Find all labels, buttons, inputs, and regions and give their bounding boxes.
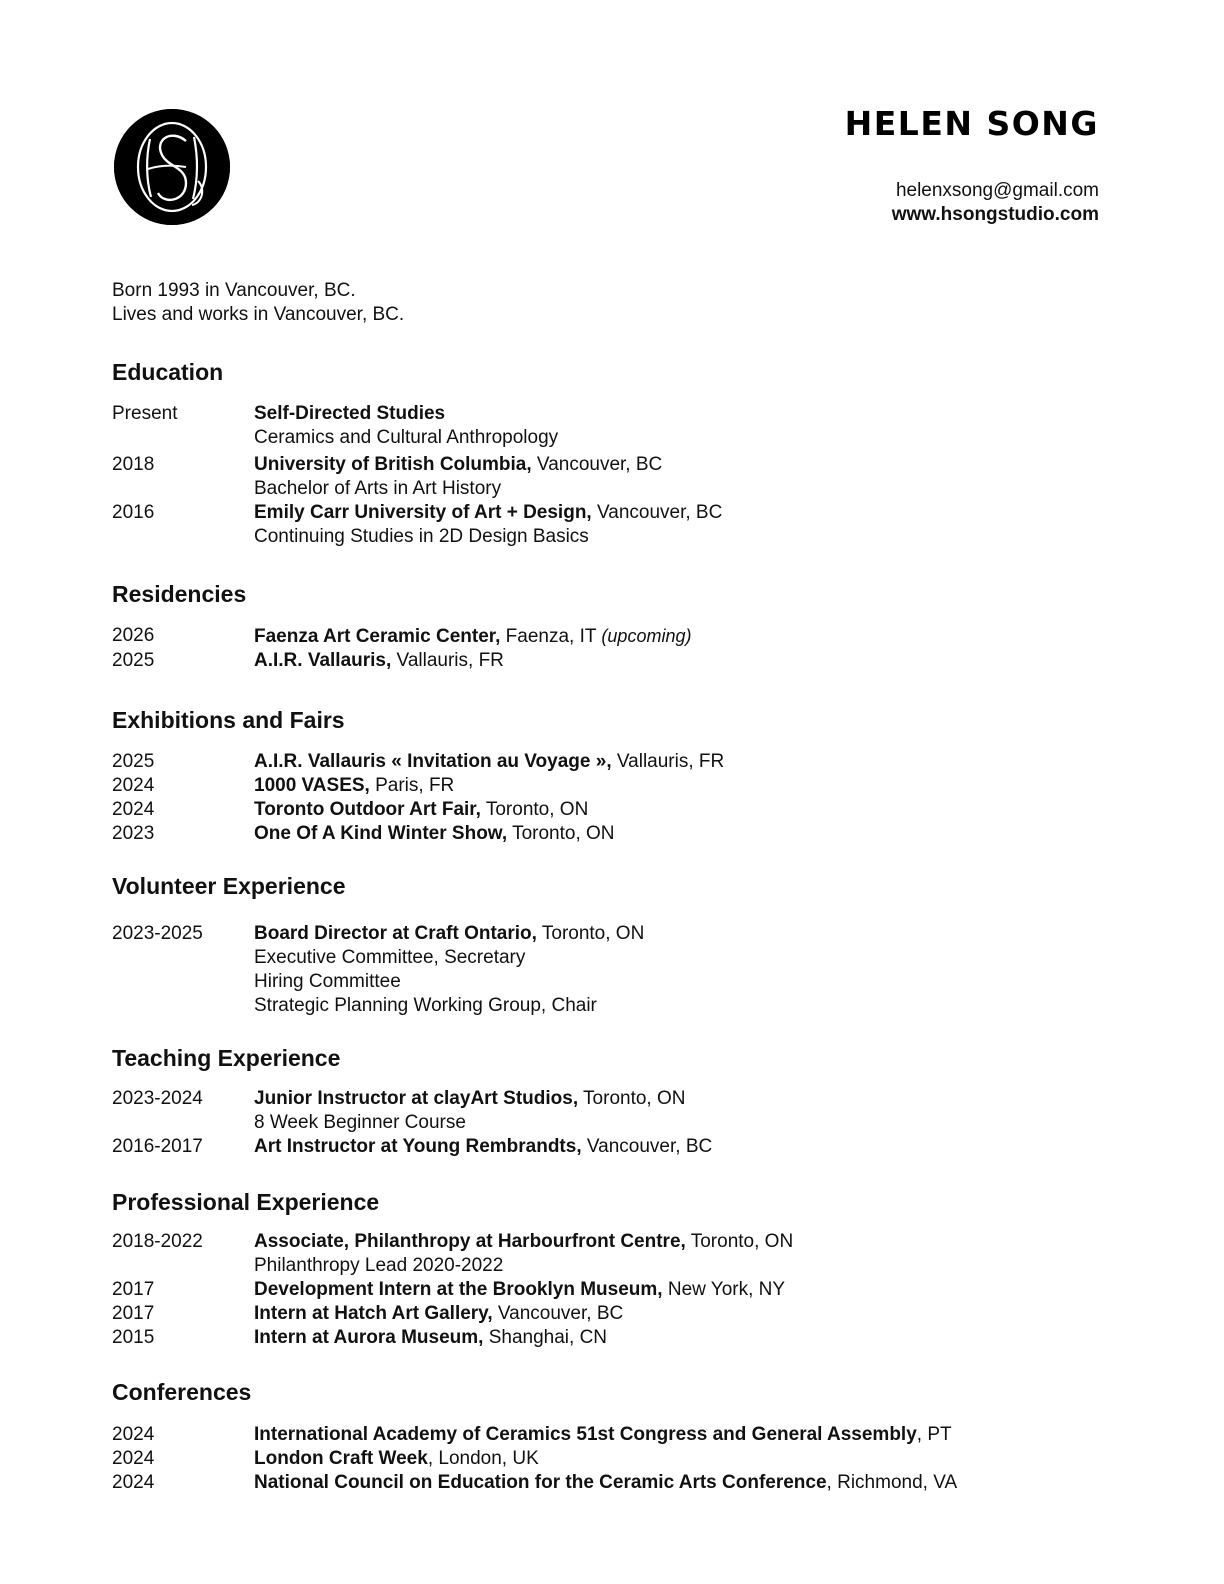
list-item: [112, 1230, 1112, 1278]
entry-year: 2016: [112, 502, 155, 523]
entry-year: 2026: [112, 625, 155, 646]
entry-detail: Vallauris, FR: [391, 650, 504, 671]
list-item: [112, 822, 1112, 846]
list-item: [112, 1471, 1112, 1495]
list-item: [112, 649, 1112, 673]
entry-year: 2023-2025: [112, 923, 203, 944]
list-item: [112, 750, 1112, 774]
entry-title: A.I.R. Vallauris « Invitation au Voyage »,: [254, 751, 612, 772]
entry-year: 2025: [112, 751, 155, 772]
entry-sub: Philanthropy Lead 2020-2022: [254, 1255, 504, 1276]
entry-title: Associate, Philanthropy at Harbourfront Centre,: [254, 1231, 686, 1252]
list-item: [112, 624, 1112, 649]
list-item: [112, 1087, 1112, 1135]
list-item: [112, 798, 1112, 822]
entry-sub: Executive Committee, Secretary: [254, 947, 526, 968]
list-item: [112, 1135, 1112, 1159]
entry-title: International Academy of Ceramics 51st Congress and General Assembly: [254, 1424, 917, 1445]
entry-title: Board Director at Craft Ontario,: [254, 923, 537, 944]
entry-title: Development Intern at the Brooklyn Museum,: [254, 1279, 663, 1300]
entry-sub: 8 Week Beginner Course: [254, 1112, 466, 1133]
entry-title: Toronto Outdoor Art Fair,: [254, 799, 481, 820]
bio-born: Born 1993 in Vancouver, BC.: [112, 280, 356, 301]
entry-title: Emily Carr University of Art + Design,: [254, 502, 592, 523]
entry-year: 2016-2017: [112, 1136, 203, 1157]
entry-year: 2024: [112, 1472, 155, 1493]
entry-title: National Council on Education for the Ceramic Arts Conference: [254, 1472, 827, 1493]
section-exhibitions: [112, 706, 1112, 846]
entry-year: 2024: [112, 1448, 155, 1469]
list-item: [112, 922, 1112, 1018]
section-professional: [112, 1188, 1112, 1350]
entry-title: A.I.R. Vallauris,: [254, 650, 392, 671]
entry-year: Present: [112, 403, 178, 424]
entry-title: Intern at Aurora Museum,: [254, 1327, 484, 1348]
list-item: [112, 1423, 1112, 1447]
entry-detail: Vancouver, BC: [581, 1136, 713, 1157]
entry-year: 2015: [112, 1327, 155, 1348]
entry-title: Junior Instructor at clayArt Studios,: [254, 1088, 579, 1109]
entry-year: 2024: [112, 799, 155, 820]
entry-year: 2023-2024: [112, 1088, 203, 1109]
entry-detail: Toronto, ON: [685, 1231, 794, 1252]
resume-name: HELEN SONG: [844, 104, 1099, 143]
section-heading: Education: [112, 359, 224, 385]
list-item: [112, 1447, 1112, 1471]
section-teaching: [112, 1044, 1112, 1159]
contact-block: [892, 179, 1099, 227]
section-heading: Residencies: [112, 581, 247, 607]
entry-note: (upcoming): [601, 626, 692, 646]
list-item: [112, 1302, 1112, 1326]
section-heading: Conferences: [112, 1379, 252, 1405]
section-residencies: [112, 580, 1112, 673]
list-item: [112, 1326, 1112, 1350]
bio: [112, 279, 404, 327]
entry-detail: Vancouver, BC: [531, 454, 663, 475]
entry-sub: Continuing Studies in 2D Design Basics: [254, 526, 589, 547]
entry-title: Intern at Hatch Art Gallery,: [254, 1303, 493, 1324]
entry-detail: Vancouver, BC: [492, 1303, 624, 1324]
entry-detail: Vancouver, BC: [591, 502, 723, 523]
section-education: [112, 358, 1112, 549]
entry-sub: Strategic Planning Working Group, Chair: [254, 995, 597, 1016]
entry-year: 2018: [112, 454, 155, 475]
entry-year: 2024: [112, 775, 155, 796]
entry-year: 2017: [112, 1303, 155, 1324]
entry-title: Self-Directed Studies: [254, 403, 446, 424]
entry-year: 2017: [112, 1279, 155, 1300]
section-heading: Professional Experience: [112, 1189, 380, 1215]
list-item: [112, 774, 1112, 798]
bio-lives: Lives and works in Vancouver, BC.: [112, 304, 405, 325]
entry-detail: Faenza, IT: [500, 626, 602, 647]
list-item: [112, 1278, 1112, 1302]
entry-detail: , PT: [916, 1424, 952, 1445]
section-heading: Volunteer Experience: [112, 873, 346, 899]
entry-title: Art Instructor at Young Rembrandts,: [254, 1136, 582, 1157]
entry-detail: Paris, FR: [369, 775, 455, 796]
entry-title: One Of A Kind Winter Show,: [254, 823, 508, 844]
entry-year: 2024: [112, 1424, 155, 1445]
entry-sub: Hiring Committee: [254, 971, 401, 992]
entry-detail: Toronto, ON: [507, 823, 615, 844]
hs-monogram-logo: [114, 109, 230, 225]
list-item: [112, 453, 1112, 501]
list-item: [112, 501, 1112, 549]
entry-detail: Toronto, ON: [536, 923, 645, 944]
email-link[interactable]: helenxsong@gmail.com: [895, 180, 1099, 201]
entry-detail: New York, NY: [662, 1279, 786, 1300]
entry-title: 1000 VASES,: [254, 775, 370, 796]
section-heading: Teaching Experience: [112, 1045, 341, 1071]
section-heading: Exhibitions and Fairs: [112, 707, 345, 733]
entry-detail: Shanghai, CN: [483, 1327, 608, 1348]
entry-detail: Toronto, ON: [578, 1088, 686, 1109]
entry-detail: , London, UK: [427, 1448, 539, 1469]
list-item: [112, 402, 1112, 450]
entry-title: Faenza Art Ceramic Center,: [254, 626, 501, 647]
section-conferences: [112, 1378, 1112, 1495]
entry-sub: Ceramics and Cultural Anthropology: [254, 427, 559, 448]
entry-detail: Vallauris, FR: [611, 751, 725, 772]
entry-detail: , Richmond, VA: [826, 1472, 958, 1493]
hs-monogram-icon: [114, 109, 230, 225]
entry-year: 2023: [112, 823, 155, 844]
entry-title: London Craft Week: [254, 1448, 428, 1469]
website-link[interactable]: www.hsongstudio.com: [891, 204, 1099, 225]
entry-sub: Bachelor of Arts in Art History: [254, 478, 502, 499]
entry-title: University of British Columbia,: [254, 454, 532, 475]
entry-detail: Toronto, ON: [480, 799, 589, 820]
section-volunteer: [112, 872, 1112, 1018]
entry-year: 2018-2022: [112, 1231, 203, 1252]
entry-year: 2025: [112, 650, 155, 671]
